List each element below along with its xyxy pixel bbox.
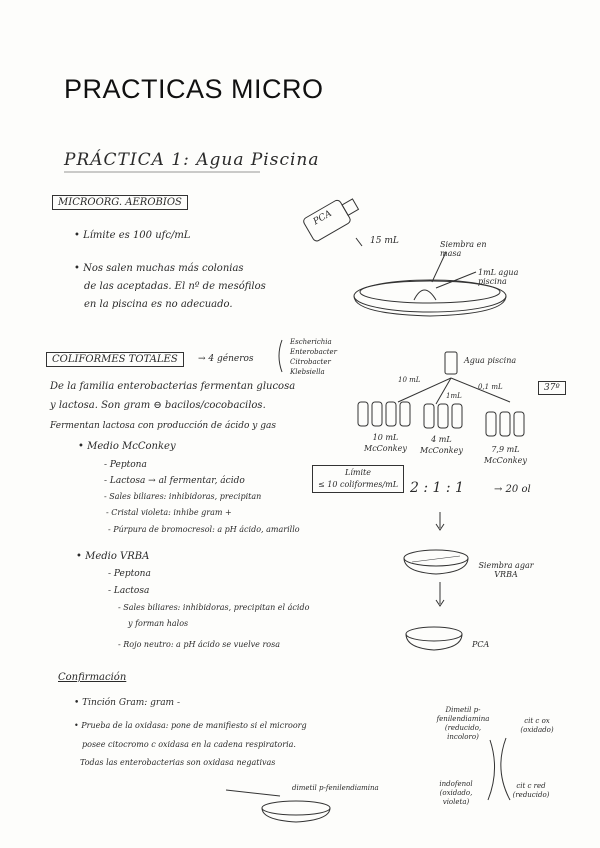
limite-box: Límite ≤ 10 coliformes/mL [312,465,404,493]
pca-plate-label: PCA [472,640,490,649]
vol-right: 0,1 mL [478,383,503,391]
vol-left: 10 mL [398,376,421,384]
tube-group-1 [358,402,410,426]
aerobios-line-2: • Nos salen muchas más colonias [74,263,244,274]
vrba-item-5: - Rojo neutro: a pH ácido se vuelve rosa [118,640,280,649]
tube-group-1-label: 10 mL McConkey [364,433,407,453]
sample-label: 1mL agua piscina [478,268,519,286]
coliformes-line-3: Fermentan lactosa con producción de ácido y gas [50,421,276,431]
mcconkey-item-3: - Sales biliares: inhibidoras, precipitan [104,492,262,501]
mcconkey-item-2: - Lactosa → al fermentar, ácido [104,476,245,486]
aerobios-header: MICROORG. AEROBIOS [52,195,188,210]
pca-volume: 15 mL [370,236,399,246]
vrba-item-1: - Peptona [108,569,151,579]
aerobios-line-1: • Límite es 100 ufc/mL [74,230,191,241]
coliformes-arrow: → 4 géneros [198,354,254,364]
practica-heading: PRÁCTICA 1: Agua Piscina [64,150,320,170]
agua-piscina-label: Agua piscina [464,356,517,365]
confirm-line-2: • Prueba de la oxidasa: pone de manifiesto si el microorg [74,721,307,730]
tube-group-2 [424,404,462,428]
branch-right [451,378,510,402]
genera-brace [279,340,282,372]
vrba-item-4: y forman halos [128,619,189,628]
ratio: 2 : 1 : 1 [410,480,464,496]
vrba-title: • Medio VRBA [76,551,150,562]
tube-group-3-label: 7,9 mL McConkey [484,445,527,465]
confirm-line-4: Todas las enterobacterias son oxidasa negativas [80,758,276,767]
genera-list: Escherichia Enterobacter Citrobacter Klebsiella [290,338,338,376]
agar-blob [414,290,436,300]
vrba-item-3: - Sales biliares: inhibidoras, precipitan el ácido [118,603,310,612]
coliformes-line-1: De la familia enterobacterias fermentan glucosa [50,381,296,392]
siembra-masa-label: Siembra en masa [440,240,487,258]
reaction-top-left: Dimetil p- fenilendiamina (reducido, incoloro) [436,706,490,741]
oxidasa-plate [262,801,330,815]
reaction-curve-1 [488,740,495,800]
reaction-bottom-right: cit c red (reducido) [512,782,550,799]
coliformes-header: COLIFORMES TOTALES [46,352,184,367]
pca-bottle-label: PCA [311,208,334,228]
pour-line [356,238,362,246]
mcconkey-item-5: - Púrpura de bromocresol: a pH ácido, amarillo [108,525,300,534]
pca-plate [406,627,462,650]
aerobios-line-4: en la piscina es no adecuado. [84,299,233,310]
page-title: PRACTICAS MICRO [64,74,324,104]
source-tube [445,352,457,374]
coliformes-line-2: y lactosa. Son gram ⊖ bacilos/cocobacilos. [50,400,266,411]
swab-label: dimetil p-fenilendiamina [292,784,379,792]
tube-group-3 [486,412,524,436]
temp-box: 37º [538,381,566,395]
reaction-bottom-left: indofenol (oxidado, violeta) [439,780,473,806]
vrba-item-2: - Lactosa [108,586,150,596]
vrba-plate-label: Siembra agar VRBA [478,561,534,579]
vol-mid: 1mL [446,392,462,400]
confirmacion-header: Confirmación [58,672,127,683]
vrba-plate [404,550,468,574]
mcconkey-item-4: - Cristal violeta: inhibe gram + [106,508,232,517]
reaction-top-right: cit c ox (oxidado) [520,717,554,734]
swab [226,790,280,796]
confirm-line-3: posee citocromo c oxidasa en la cadena respiratoria. [82,740,296,749]
tube-group-2-label: 4 mL McConkey [420,435,463,455]
petri-dish-large [354,252,506,316]
confirm-line-1: • Tinción Gram: gram - [74,698,180,708]
ratio-result: → 20 ol [494,484,531,495]
branch-left [398,378,451,402]
mcconkey-item-1: - Peptona [104,460,147,470]
aerobios-line-3: de las aceptadas. El nº de mesófilos [84,281,266,292]
reaction-curve-2 [501,738,510,800]
mcconkey-title: • Medio McConkey [78,441,176,452]
pca-bottle [302,193,362,243]
